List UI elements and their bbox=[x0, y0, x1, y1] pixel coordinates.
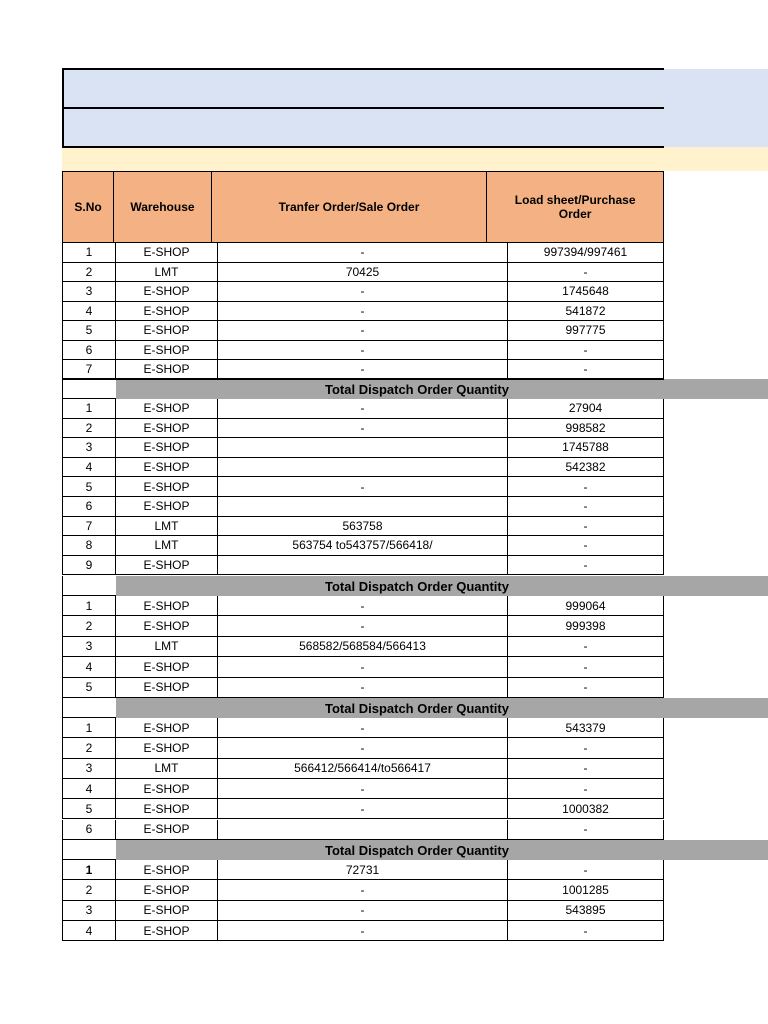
title-border-top bbox=[62, 68, 664, 70]
cell-sno: 9 bbox=[62, 556, 116, 576]
table-row bbox=[62, 302, 664, 322]
total-dispatch-row bbox=[62, 576, 768, 596]
cell-load-sheet: - bbox=[508, 517, 664, 537]
cell-transfer-order: - bbox=[218, 678, 508, 698]
cell-warehouse: E-SHOP bbox=[116, 341, 218, 361]
cell-load-sheet: 541872 bbox=[508, 302, 664, 322]
cell-warehouse: LMT bbox=[116, 263, 218, 283]
cell-sno: 1 bbox=[62, 399, 116, 419]
table-row bbox=[62, 596, 664, 616]
cell-transfer-order: - bbox=[218, 360, 508, 380]
cell-load-sheet: - bbox=[508, 921, 664, 941]
cell-sno: 4 bbox=[62, 458, 116, 478]
cell-load-sheet: - bbox=[508, 657, 664, 677]
table-row bbox=[62, 860, 664, 880]
cell-transfer-order: 568582/568584/566413 bbox=[218, 637, 508, 657]
cell-warehouse: LMT bbox=[116, 517, 218, 537]
table-row bbox=[62, 458, 664, 478]
cell-sno: 3 bbox=[62, 282, 116, 302]
cell-transfer-order: - bbox=[218, 921, 508, 941]
cell-transfer-order: - bbox=[218, 419, 508, 439]
total-dispatch-label: Total Dispatch Order Quantity bbox=[325, 842, 509, 858]
cell-warehouse: E-SHOP bbox=[116, 243, 218, 263]
cell-load-sheet: - bbox=[508, 779, 664, 799]
table-row bbox=[62, 497, 664, 517]
cell-transfer-order: - bbox=[218, 282, 508, 302]
cell-load-sheet: - bbox=[508, 360, 664, 380]
table-row bbox=[62, 921, 664, 941]
cell-transfer-order: - bbox=[218, 616, 508, 636]
total-dispatch-row bbox=[62, 379, 768, 399]
cell-warehouse: E-SHOP bbox=[116, 321, 218, 341]
cell-transfer-order: - bbox=[218, 302, 508, 322]
cell-load-sheet: - bbox=[508, 536, 664, 556]
table-row bbox=[62, 477, 664, 497]
cell-transfer-order: - bbox=[218, 799, 508, 819]
cell-load-sheet: - bbox=[508, 738, 664, 758]
cell-load-sheet: - bbox=[508, 497, 664, 517]
cell-transfer-order: - bbox=[218, 321, 508, 341]
table-header bbox=[62, 171, 664, 243]
table-row bbox=[62, 820, 664, 840]
cell-transfer-order: 563754 to543757/566418/ bbox=[218, 536, 508, 556]
cell-sno: 4 bbox=[62, 657, 116, 677]
cell-load-sheet: 543379 bbox=[508, 718, 664, 738]
cell-sno: 3 bbox=[62, 901, 116, 921]
cell-transfer-order: - bbox=[218, 779, 508, 799]
cell-warehouse: E-SHOP bbox=[116, 596, 218, 616]
cell-load-sheet: - bbox=[508, 477, 664, 497]
table-row bbox=[62, 556, 664, 576]
cell-warehouse: E-SHOP bbox=[116, 799, 218, 819]
cell-sno: 1 bbox=[62, 718, 116, 738]
total-dispatch-label: Total Dispatch Order Quantity bbox=[325, 700, 509, 716]
cell-warehouse: E-SHOP bbox=[116, 860, 218, 880]
cell-load-sheet: - bbox=[508, 820, 664, 840]
cell-transfer-order: - bbox=[218, 738, 508, 758]
table-row bbox=[62, 738, 664, 758]
cell-load-sheet: 997775 bbox=[508, 321, 664, 341]
title-border-bottom bbox=[62, 146, 664, 148]
cell-warehouse: E-SHOP bbox=[116, 880, 218, 900]
cell-sno: 5 bbox=[62, 321, 116, 341]
cell-transfer-order: 563758 bbox=[218, 517, 508, 537]
cell-transfer-order bbox=[218, 820, 508, 840]
table-row bbox=[62, 360, 664, 380]
cell-sno: 8 bbox=[62, 536, 116, 556]
cell-sno: 6 bbox=[62, 497, 116, 517]
title-border-left bbox=[62, 68, 64, 148]
total-row-sno-cell bbox=[62, 379, 116, 399]
column-header-transfer-order: Tranfer Order/Sale Order bbox=[212, 172, 488, 242]
table-row bbox=[62, 517, 664, 537]
cell-sno: 2 bbox=[62, 616, 116, 636]
cell-warehouse: E-SHOP bbox=[116, 901, 218, 921]
table-row bbox=[62, 263, 664, 283]
total-dispatch-label: Total Dispatch Order Quantity bbox=[325, 578, 509, 594]
cell-load-sheet: - bbox=[508, 341, 664, 361]
cell-sno: 5 bbox=[62, 799, 116, 819]
cell-warehouse: E-SHOP bbox=[116, 718, 218, 738]
table-row bbox=[62, 616, 664, 636]
cell-warehouse: E-SHOP bbox=[116, 458, 218, 478]
cell-transfer-order bbox=[218, 497, 508, 517]
cell-transfer-order bbox=[218, 556, 508, 576]
cell-sno: 6 bbox=[62, 341, 116, 361]
table-row bbox=[62, 759, 664, 779]
cell-warehouse: E-SHOP bbox=[116, 820, 218, 840]
cell-warehouse: E-SHOP bbox=[116, 556, 218, 576]
cell-load-sheet: 997394/997461 bbox=[508, 243, 664, 263]
cell-sno: 2 bbox=[62, 880, 116, 900]
cell-load-sheet: - bbox=[508, 678, 664, 698]
cell-transfer-order: - bbox=[218, 880, 508, 900]
cell-warehouse: E-SHOP bbox=[116, 360, 218, 380]
cell-transfer-order: - bbox=[218, 341, 508, 361]
title-band-2 bbox=[62, 108, 768, 147]
cell-sno: 3 bbox=[62, 759, 116, 779]
cell-warehouse: E-SHOP bbox=[116, 399, 218, 419]
cell-warehouse: E-SHOP bbox=[116, 282, 218, 302]
cell-load-sheet: 1000382 bbox=[508, 799, 664, 819]
cell-sno: 4 bbox=[62, 779, 116, 799]
cell-warehouse: E-SHOP bbox=[116, 419, 218, 439]
cell-warehouse: E-SHOP bbox=[116, 738, 218, 758]
cell-sno: 2 bbox=[62, 738, 116, 758]
cell-sno: 2 bbox=[62, 263, 116, 283]
total-dispatch-row bbox=[62, 698, 768, 718]
cell-transfer-order: 72731 bbox=[218, 860, 508, 880]
cell-load-sheet: 998582 bbox=[508, 419, 664, 439]
subtitle-band bbox=[62, 147, 768, 171]
cell-sno: 7 bbox=[62, 517, 116, 537]
table-row bbox=[62, 901, 664, 921]
total-row-sno-cell bbox=[62, 840, 116, 860]
cell-transfer-order bbox=[218, 438, 508, 458]
cell-sno: 3 bbox=[62, 637, 116, 657]
cell-warehouse: E-SHOP bbox=[116, 678, 218, 698]
table-row bbox=[62, 799, 664, 819]
total-row-sno-cell bbox=[62, 576, 116, 596]
column-header-sno: S.No bbox=[63, 172, 114, 242]
cell-load-sheet: - bbox=[508, 263, 664, 283]
table-row bbox=[62, 637, 664, 657]
cell-sno: 1 bbox=[62, 243, 116, 263]
table-row bbox=[62, 399, 664, 419]
cell-sno: 1 bbox=[62, 860, 116, 880]
cell-load-sheet: 543895 bbox=[508, 901, 664, 921]
cell-load-sheet: 999398 bbox=[508, 616, 664, 636]
cell-load-sheet: - bbox=[508, 637, 664, 657]
column-header-warehouse: Warehouse bbox=[114, 172, 212, 242]
cell-sno: 6 bbox=[62, 820, 116, 840]
cell-warehouse: LMT bbox=[116, 759, 218, 779]
cell-transfer-order bbox=[218, 458, 508, 478]
cell-warehouse: E-SHOP bbox=[116, 438, 218, 458]
table-row bbox=[62, 282, 664, 302]
total-dispatch-label: Total Dispatch Order Quantity bbox=[325, 381, 509, 397]
table-row bbox=[62, 419, 664, 439]
section-divider bbox=[62, 378, 664, 380]
cell-sno: 4 bbox=[62, 921, 116, 941]
table-row bbox=[62, 243, 664, 263]
cell-warehouse: E-SHOP bbox=[116, 616, 218, 636]
cell-load-sheet: 1001285 bbox=[508, 880, 664, 900]
cell-warehouse: LMT bbox=[116, 637, 218, 657]
cell-warehouse: E-SHOP bbox=[116, 657, 218, 677]
cell-transfer-order: - bbox=[218, 901, 508, 921]
table-row bbox=[62, 321, 664, 341]
cell-warehouse: E-SHOP bbox=[116, 302, 218, 322]
cell-transfer-order: - bbox=[218, 657, 508, 677]
cell-sno: 1 bbox=[62, 596, 116, 616]
cell-warehouse: E-SHOP bbox=[116, 779, 218, 799]
total-row-sno-cell bbox=[62, 698, 116, 718]
table-row bbox=[62, 341, 664, 361]
cell-load-sheet: - bbox=[508, 556, 664, 576]
cell-sno: 3 bbox=[62, 438, 116, 458]
cell-transfer-order: - bbox=[218, 596, 508, 616]
cell-sno: 5 bbox=[62, 477, 116, 497]
cell-warehouse: E-SHOP bbox=[116, 477, 218, 497]
cell-load-sheet: 1745788 bbox=[508, 438, 664, 458]
cell-sno: 4 bbox=[62, 302, 116, 322]
title-band-1 bbox=[62, 69, 768, 108]
cell-transfer-order: - bbox=[218, 477, 508, 497]
cell-warehouse: E-SHOP bbox=[116, 497, 218, 517]
column-header-load-sheet: Load sheet/Purchase Order bbox=[487, 172, 664, 242]
table-row bbox=[62, 657, 664, 677]
title-border-mid bbox=[62, 107, 664, 109]
cell-transfer-order: 70425 bbox=[218, 263, 508, 283]
table-row bbox=[62, 880, 664, 900]
cell-sno: 2 bbox=[62, 419, 116, 439]
cell-load-sheet: 542382 bbox=[508, 458, 664, 478]
cell-load-sheet: - bbox=[508, 860, 664, 880]
cell-load-sheet: 27904 bbox=[508, 399, 664, 419]
total-dispatch-row bbox=[62, 840, 768, 860]
cell-transfer-order: - bbox=[218, 399, 508, 419]
cell-sno: 5 bbox=[62, 678, 116, 698]
table-row bbox=[62, 536, 664, 556]
cell-load-sheet: - bbox=[508, 759, 664, 779]
cell-warehouse: E-SHOP bbox=[116, 921, 218, 941]
cell-load-sheet: 999064 bbox=[508, 596, 664, 616]
cell-transfer-order: - bbox=[218, 243, 508, 263]
table-row bbox=[62, 438, 664, 458]
cell-transfer-order: 566412/566414/to566417 bbox=[218, 759, 508, 779]
table-row bbox=[62, 718, 664, 738]
table-row bbox=[62, 678, 664, 698]
cell-load-sheet: 1745648 bbox=[508, 282, 664, 302]
cell-warehouse: LMT bbox=[116, 536, 218, 556]
table-row bbox=[62, 779, 664, 799]
cell-transfer-order: - bbox=[218, 718, 508, 738]
cell-sno: 7 bbox=[62, 360, 116, 380]
